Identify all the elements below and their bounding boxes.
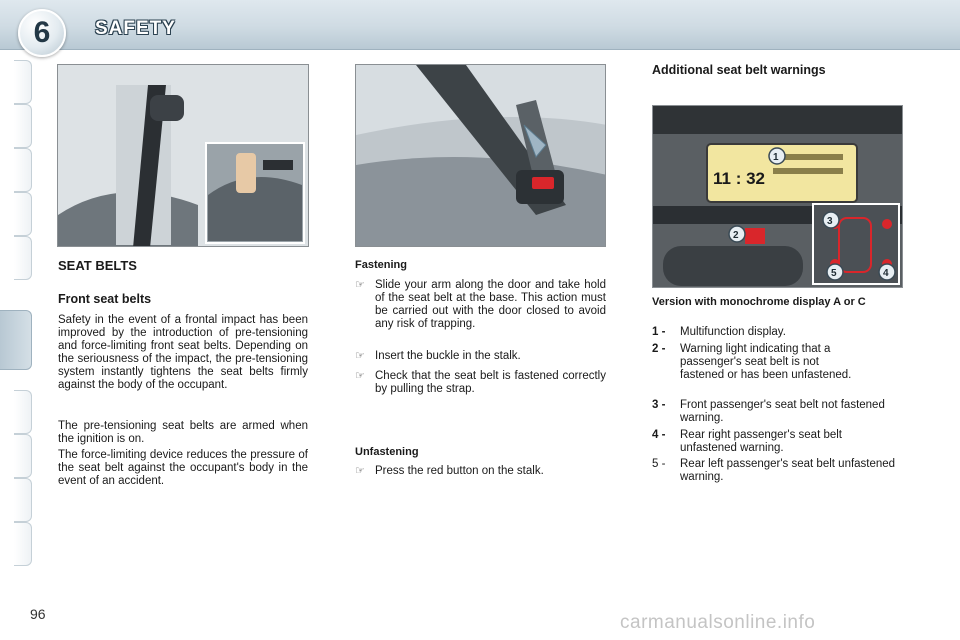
item-text: Front passenger's seat belt not fastened warning. (680, 399, 885, 424)
chapter-tab[interactable] (14, 522, 32, 566)
list-item (355, 350, 606, 363)
list-item (355, 465, 606, 478)
chapter-number-badge: 6 (18, 9, 66, 57)
svg-text:11 : 32: 11 : 32 (713, 169, 765, 188)
bullet-text: Check that the seat belt is fastened correctly by pulling the strap. (375, 370, 606, 395)
chapter-tab-strip (0, 60, 34, 575)
unfastening-heading: Unfastening (355, 446, 419, 458)
seat-belt-buckle-illustration (356, 65, 606, 247)
list-item (652, 458, 904, 484)
chapter-title: SAFETY (95, 18, 176, 39)
subsection-heading: Front seat belts (58, 292, 152, 306)
pointing-hand-icon: ☞ (355, 279, 365, 291)
instrument-display-photo (652, 105, 903, 288)
item-number: 1 - (652, 326, 666, 338)
list-item (355, 279, 606, 331)
svg-text:1: 1 (773, 152, 779, 163)
item-number: 4 - (652, 429, 666, 441)
pointing-hand-icon: ☞ (355, 350, 365, 362)
item-text: Rear right passenger's seat belt unfastened warning. (680, 429, 843, 454)
svg-text:2: 2 (733, 230, 739, 241)
svg-text:5: 5 (831, 268, 837, 279)
page-number: 96 (30, 606, 46, 622)
list-item (355, 370, 606, 396)
item-number: 2 - (652, 343, 666, 355)
warnings-heading: Additional seat belt warnings (652, 63, 826, 77)
item-text: Rear left passenger's seat belt unfastened warning. (680, 458, 896, 483)
paragraph: The force-limiting device reduces the pressure of the seat belt against the occupant's body in the event of an accident. (58, 449, 308, 487)
version-heading: Version with monochrome display A or C (652, 296, 866, 308)
chapter-tab[interactable] (14, 478, 32, 522)
chapter-tab[interactable] (14, 148, 32, 192)
svg-text:4: 4 (883, 268, 889, 279)
list-item (652, 399, 904, 425)
chapter-tab-active[interactable] (0, 310, 32, 370)
bullet-text: Insert the buckle in the stalk. (375, 350, 521, 362)
list-item (652, 343, 904, 382)
chapter-tab[interactable] (14, 104, 32, 148)
item-number: 3 - (652, 399, 666, 411)
paragraph: The pre-tensioning seat belts are armed when the ignition is on. (58, 420, 308, 445)
item-text: Warning light indicating that a passenger's seat belt is not fastened or has been unfastened. (680, 343, 852, 381)
seat-belt-pillar-illustration (58, 65, 309, 247)
seat-belt-pillar-photo (57, 64, 309, 247)
chapter-tab[interactable] (14, 60, 32, 104)
instrument-display-illustration (653, 106, 903, 288)
chapter-tab[interactable] (14, 434, 32, 478)
pointing-hand-icon: ☞ (355, 465, 365, 477)
chapter-tab[interactable] (14, 236, 32, 280)
pointing-hand-icon: ☞ (355, 370, 365, 382)
item-text: Multifunction display. (680, 326, 786, 338)
section-heading: SEAT BELTS (58, 258, 137, 273)
paragraph: Safety in the event of a frontal impact has been improved by the introduction of pre-tensioning and force-limiting front seat belts. Depending on the seriousness of the impact, the pre-tensioning system instantly tightens the seat belts firmly against the body of the occupant. (58, 314, 308, 391)
page-header (0, 0, 960, 50)
bullet-text: Press the red button on the stalk. (375, 465, 544, 477)
svg-text:3: 3 (827, 216, 833, 227)
chapter-tab[interactable] (14, 192, 32, 236)
list-item (652, 326, 904, 339)
seat-belt-buckle-photo (355, 64, 606, 247)
bullet-text: Slide your arm along the door and take hold of the seat belt at the base. This action must be carried out with the door closed to avoid any risk of trapping. (375, 279, 606, 330)
fastening-heading: Fastening (355, 259, 407, 271)
chapter-tab[interactable] (14, 390, 32, 434)
list-item (652, 429, 904, 455)
item-number: 5 - (652, 458, 666, 470)
watermark: carmanualsonline.info (620, 612, 816, 633)
